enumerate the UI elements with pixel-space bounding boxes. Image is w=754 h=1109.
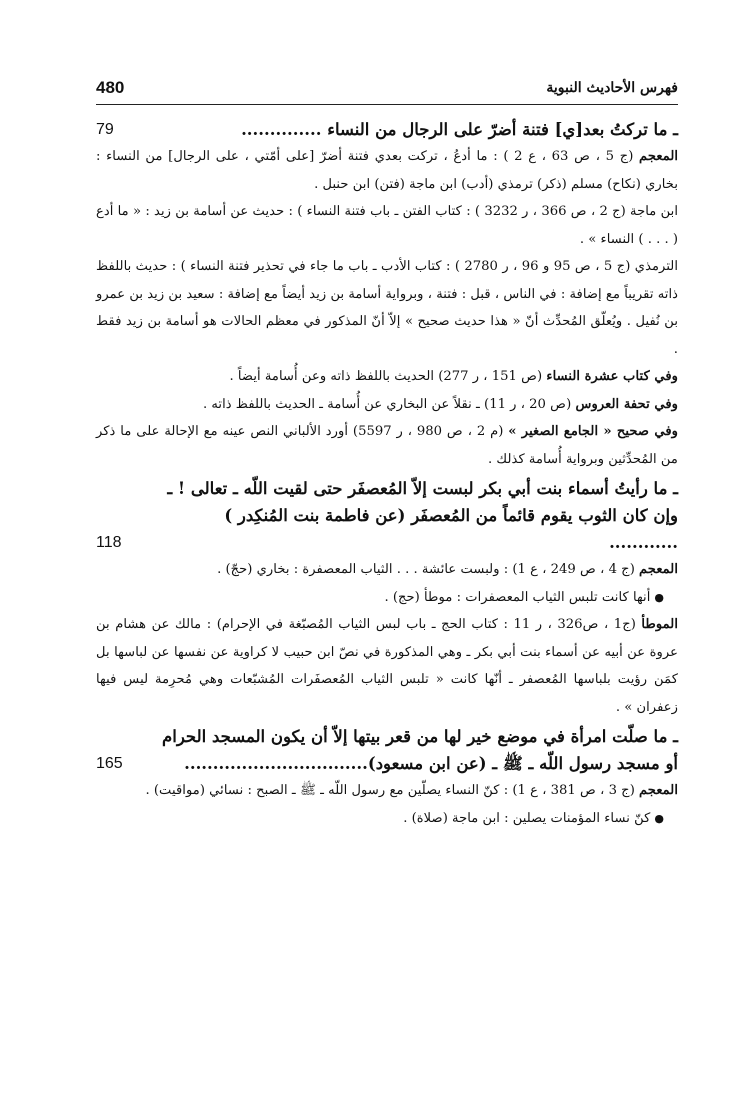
bullet-item: ● كنّ نساء المؤمنات يصلين : ابن ماجة (صلاة) . (96, 805, 678, 833)
reference-paragraph: وفي كتاب عشرة النساء (ص 151 ، ر 277) الحديث باللفظ ذاته وعن أُسامة أيضاً . (229, 369, 678, 384)
reference-paragraph: الموطأ (ج1 ، ص326 ، ر 11 : كتاب الحج ـ باب لبس الثياب المُصبّغة في الإحرام) : مالك عن هشام بن عروة عن أبيه عن أسماء بنت أبي بكر ـ وهي المذكورة في نصّ ابن حبيب لا كراوية عن نفسها عن لباسها بل كمَن رؤيت بلباسها المُعصفر ـ أنّها كانت « تلبس الثياب المُعصفَرات المُشبّعات وهي مُحرِمة ليس فيها زعفران » . (96, 617, 678, 715)
page-header (96, 72, 678, 105)
hadith-heading-line: ـ ما تركتُ بعد[ي] فتنة أضرّ على الرجال من النساء .............. (241, 120, 678, 139)
reference-paragraph: المعجم (ج 4 ، ص 249 ، ع 1) : ولبست عائشة . . . الثياب المعصفرة : بخاري (حجّ) . (217, 562, 678, 577)
reference-paragraph: المعجم (ج 5 ، ص 63 ، ع 2 ) : ما أدعُ ، تركت بعدي فتنة أضرّ [على أمّتي ، على الرجال] من النساء : بخاري (نكاح) مسلم (ذكر) ترمذي (أدب) ابن ماجة (فتن) ابن حنبل . (96, 149, 679, 192)
hadith-heading-line: وإن كان الثوب يقوم قائماً من المُعصفَر (عن فاطمة بنت المُنكِدر ) ............ (224, 506, 678, 552)
hadith-page-ref: 79 (96, 121, 114, 138)
hadith-heading-line: ـ ما رأيتُ أسماء بنت أبي بكر لبست إلاّ المُعصفَر حتى لقيت اللّه ـ تعالى ! ـ (167, 479, 678, 498)
reference-paragraph: وفي صحيح « الجامع الصغير » (م 2 ، ص 980 ، ر 5597) أورد الألباني النص عينه مع الإحالة على ما ذكر من المُحدِّثين وبرواية أُسامة كذلك . (96, 424, 679, 467)
page-number: 480 (96, 78, 125, 97)
page-content (96, 114, 678, 832)
reference-paragraph: ابن ماجة (ج 2 ، ص 366 ، ر 3232 ) : كتاب الفتن ـ باب فتنة النساء ) : حديث عن أسامة بن زيد : « ما أدع ( . . . ) النساء » . (96, 204, 678, 247)
hadith-heading (96, 723, 678, 777)
hadith-page-ref: 118 (96, 534, 122, 551)
hadith-heading-line: أو مسجد رسول اللّه ـ ﷺ ـ (عن ابن مسعود)................................ (184, 754, 678, 773)
reference-paragraph: وفي تحفة العروس (ص 20 ، ر 11) ـ نقلاً عن البخاري عن أُسامة ـ الحديث باللفظ ذاته . (202, 396, 678, 412)
hadith-heading-line: ـ ما صلّت امرأة في موضع خير لها من قعر بيتها إلاّ أن يكون المسجد الحرام (162, 727, 678, 746)
running-title: فهرس الأحاديث النبوية (546, 80, 678, 96)
hadith-page-ref: 165 (96, 755, 123, 772)
hadith-heading (96, 475, 678, 556)
hadith-heading (96, 116, 678, 143)
bullet-item: ● أنها كانت تلبس الثياب المعصفرات : موطأ (حج) . (96, 584, 678, 612)
reference-paragraph: الترمذي (ج 5 ، ص 95 و 96 ، ر 2780 ) : كتاب الأدب ـ باب ما جاء في تحذير فتنة النساء ) : حديث باللفظ ذاته تقريباً مع إضافة : في الناس ، قبل : فتنة ، وبرواية أسامة بن زيد أيضاً مع إضافة : سعيد بن زيد بن عمرو بن نُفيل . ويُعلّق المُحدِّث أنّ « هذا حديث صحيح » إلاّ أنّ المذكور في معظم الحالات هو أسامة بن زيد فقط . (96, 259, 678, 357)
reference-paragraph: المعجم (ج 3 ، ص 381 ، ع 1) : كنّ النساء يصلّين مع رسول اللّه ـ ﷺ ـ الصبح : نسائي (مواقيت) . (145, 783, 678, 798)
